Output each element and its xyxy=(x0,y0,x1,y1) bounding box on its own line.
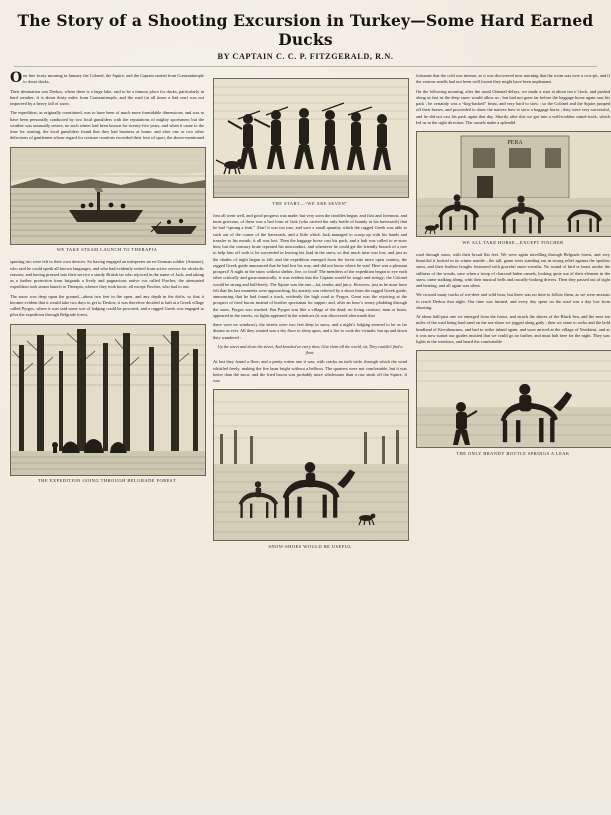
figure-take-horse xyxy=(416,131,610,246)
paragraph: The expedition, as originally constituted, was to have been of much more formidable dimensions, and was to have been personally conducted by two local gunsliders with the reputations of mighty sportsmen; but the weather was unusually severe, no such winter had been known for twenty-five years, and when it came to the time for starting, the local gunsliders found that they had business at home, and after one or two other defections of gentlemen whose regard for creature comforts exceeded their love of sport, the above-mentioned xyxy=(10,110,204,141)
figure-caption: SNOW-SHOES WOULD BE USEFUL xyxy=(268,543,352,549)
village-horses-illustration xyxy=(417,132,611,236)
figure-image xyxy=(213,78,409,198)
figure-image xyxy=(416,131,611,237)
paragraph: sporting trio were left to their own devices. So having engaged an interpreter an ex-German soldier (Antoine), who said he could speak all known languages, and who had evidently retired from active service for alcoholic reasons; and having pressed into their service a sturdy British tar who rejoiced in the name of Jack; and taking as a further protection from brigands a lively and pugnacious native cur called Fincher, the attenuated expedition took steam launch to Therapia, whence they took horse, all except Fincher, who had to run. xyxy=(10,259,204,290)
paragraph: there were no windows), the streets were two feet deep in snow, and a night’s lodging seemed to be as far distant as ever. All they wanted was a dry floor to sleep upon, and a fire to cook the victuals; but up and down they wandered : xyxy=(213,322,407,340)
figure-caption: WE ALL TAKE HORSE—EXCEPT FINCHER xyxy=(462,239,564,245)
steam-launch-illustration xyxy=(11,148,205,244)
byline: BY CAPTAIN C. C. P. FITZGERALD, R.N. xyxy=(217,52,394,61)
rider-brandy-illustration xyxy=(417,351,611,447)
paragraph: We crossed many tracks of roe-deer and wild boar, but there was no time to follow them, as we were anxious to reach Derkos that night. Our time was limited, and every day spent on the road was a day lost from shooting. xyxy=(416,292,610,310)
figure-image xyxy=(213,389,409,541)
paragraph: first all went well, and good progress was made; but very soon the troubles began; and first and foremost, and most grievous, of these was a bad form of Jack (who carried the only bottle of brandy in his haversack) that he had “sprung a leak.” Alas! it was too true, and save a small quantity which the ragged Greek was able to suck out of the corner of the haversack, and a little which Jack managed to scoop up with his hands and transfer to his mouth, it all was lost. Then the baggage horse cast his pack, and a halt was called to re-stow him; but the contrary brute repeated his misconduct, and whenever he could get the friendly branch of a tree to help him off with it, he succeeded in leaving his load in the snow, so that much time was lost, and just as the shades of night began to fall, and the expedition emerged from the forest into more open country, the ragged Greek guide announced that he had lost his way, and did not know where he was! Here was a pleasant prospect! A night in the snow without shelter, fire, or food! The members of the expedition began to eye each other critically and gastronomically; it was evident that the Captain would be tough and stringy; the Colonel would be strong and bull-beefy. The Squire was the one—fat, tender, and juicy. However, just as he must have felt that his last moments were approaching, his anxiety was relieved by a shout from the ragged Greek guide, announcing that he had found a track, evidently the high road to Pyrgos. Great was the rejoicing at the prospect of fried bacon instead of brother sportsman for supper; and, after an hour’s weary plodding through the snow, Pyrgos was reached. But Pyrgos was like a village of the dead; no living creature, man or beast, appeared in the streets, no lights appeared in the windows (it was discovered afterwards that xyxy=(213,212,407,318)
figure-belgrade-forest xyxy=(10,324,204,485)
paragraph: The snow was deep upon the ground—about two feet in the open, and any depth in the drifts, so that it became evident that it would take two days to get to Derkos; it was therefore decided to halt at a Greek village called Pyrgos, where it was said some sort of lodging could be procured, and a ragged Greek was engaged to pilot the expedition through Belgrade forest. xyxy=(10,293,204,318)
figure-image xyxy=(10,147,206,245)
figure-caption: THE START—“WE ARE SEVEN” xyxy=(272,200,348,206)
paragraph: One fine frosty morning in January the Colonel, the Squire, and the Captain started from Constantinople to shoot ducks. xyxy=(10,70,204,86)
paragraph: At about half-past one we emerged from the forest, and struck the shores of the Black Sea, and the next ten miles of the road being hard sand on the sea-shore we jogged along gaily ; then we came to rocks and the bold headland of Kierabournou, and had to strike inland again, and soon arrived at the village of Yenikieui, and as it was now sunset our guides insisted that we could go no further, and must halt here for the night. They saw lights in the windows, and heard the comfortable xyxy=(416,314,610,345)
paragraph: On the following morning, after the usual Oriental delays, we made a start at about ten o’clock, and pushed along as fast as the deep snow would allow us ; but had not gone far before the baggage horse again cast his pack ; he certainly was a “hog-backed” beast, and very hard to stow ; so the Colonel and the Squire jumped off their horses, and proceeded to show the natives how to stow a baggage horse ; they were very successful, and he did not cast his pack again that day. Shortly after this we got into a well-trodden camel-track, which led us in the right direction. The camels make a splendid xyxy=(416,88,610,125)
paragraph: fortunate that the cold was intense, as it was discovered next morning that the room was over a cow-pit, and if the various smells had not been well frozen they might have been unpleasant. xyxy=(416,73,610,85)
figure-image xyxy=(416,350,611,448)
verse: Up the street and down the street, And knocked at every door, Give them all the world, sir, They couldn’t find a floor. xyxy=(217,343,403,356)
paragraph: At last they found a floor, and a pretty rotten one it was, with cracks an inch wide, through which the wind whistled freely, making the fire burn bright without a bellows. The quarters were not comfortable, but it was better than the snow, and the fried bacon was probably more wholesome than a raw steak off the Squire. It was xyxy=(213,359,407,384)
figure-the-start xyxy=(213,78,407,207)
svg-text:PERA: PERA xyxy=(507,140,523,146)
figure-snow-shoes xyxy=(213,389,407,550)
marching-party-illustration xyxy=(214,79,408,197)
paragraph: road through snow, with their broad flat feet. We were again travelling through Belgrade forest, and very beautiful it looked in its winter mantle ; the tall, gaunt trees standing out in strong relief against the spotless snow, and their leafless boughs festooned with graceful snow-wreaths. No sound of bird or beast awoke the stillness of the woods, save when a troop of charcoal-laden camels, looking quite out of their element in the snow, came stalking along, with their musical bells and rascally-looking drivers. Then they passed out of sight and hearing, and all again was silent. xyxy=(416,251,610,289)
column-center xyxy=(213,73,407,815)
figure-steam-launch xyxy=(10,147,204,254)
figure-image xyxy=(10,324,206,476)
figure-brandy-bottle xyxy=(416,350,610,457)
column-right xyxy=(416,73,610,815)
article-columns xyxy=(0,70,611,815)
forest-illustration xyxy=(11,325,205,475)
column-left xyxy=(10,70,204,815)
page-title: The Story of a Shooting Excursion in Turkey—Some Hard Earned Ducks xyxy=(17,11,594,49)
snow-trek-illustration xyxy=(214,390,408,540)
figure-caption: THE EXPEDITION GOING THROUGH BELGRADE FOREST xyxy=(37,478,177,484)
figure-caption: WE TAKE STEAM LAUNCH TO THERAPIA xyxy=(56,247,158,252)
paragraph: Their destination was Derkos, where there is a large lake, said to be a famous place for ducks, particularly in hard weather; it is about thirty miles from Constantinople, and the road (at all times a bad one) was not improved by a heavy fall of snow. xyxy=(10,88,204,106)
figure-caption: THE ONLY BRANDY BOTTLE SPRINGS A LEAK xyxy=(456,450,570,456)
title-divider xyxy=(14,66,597,67)
